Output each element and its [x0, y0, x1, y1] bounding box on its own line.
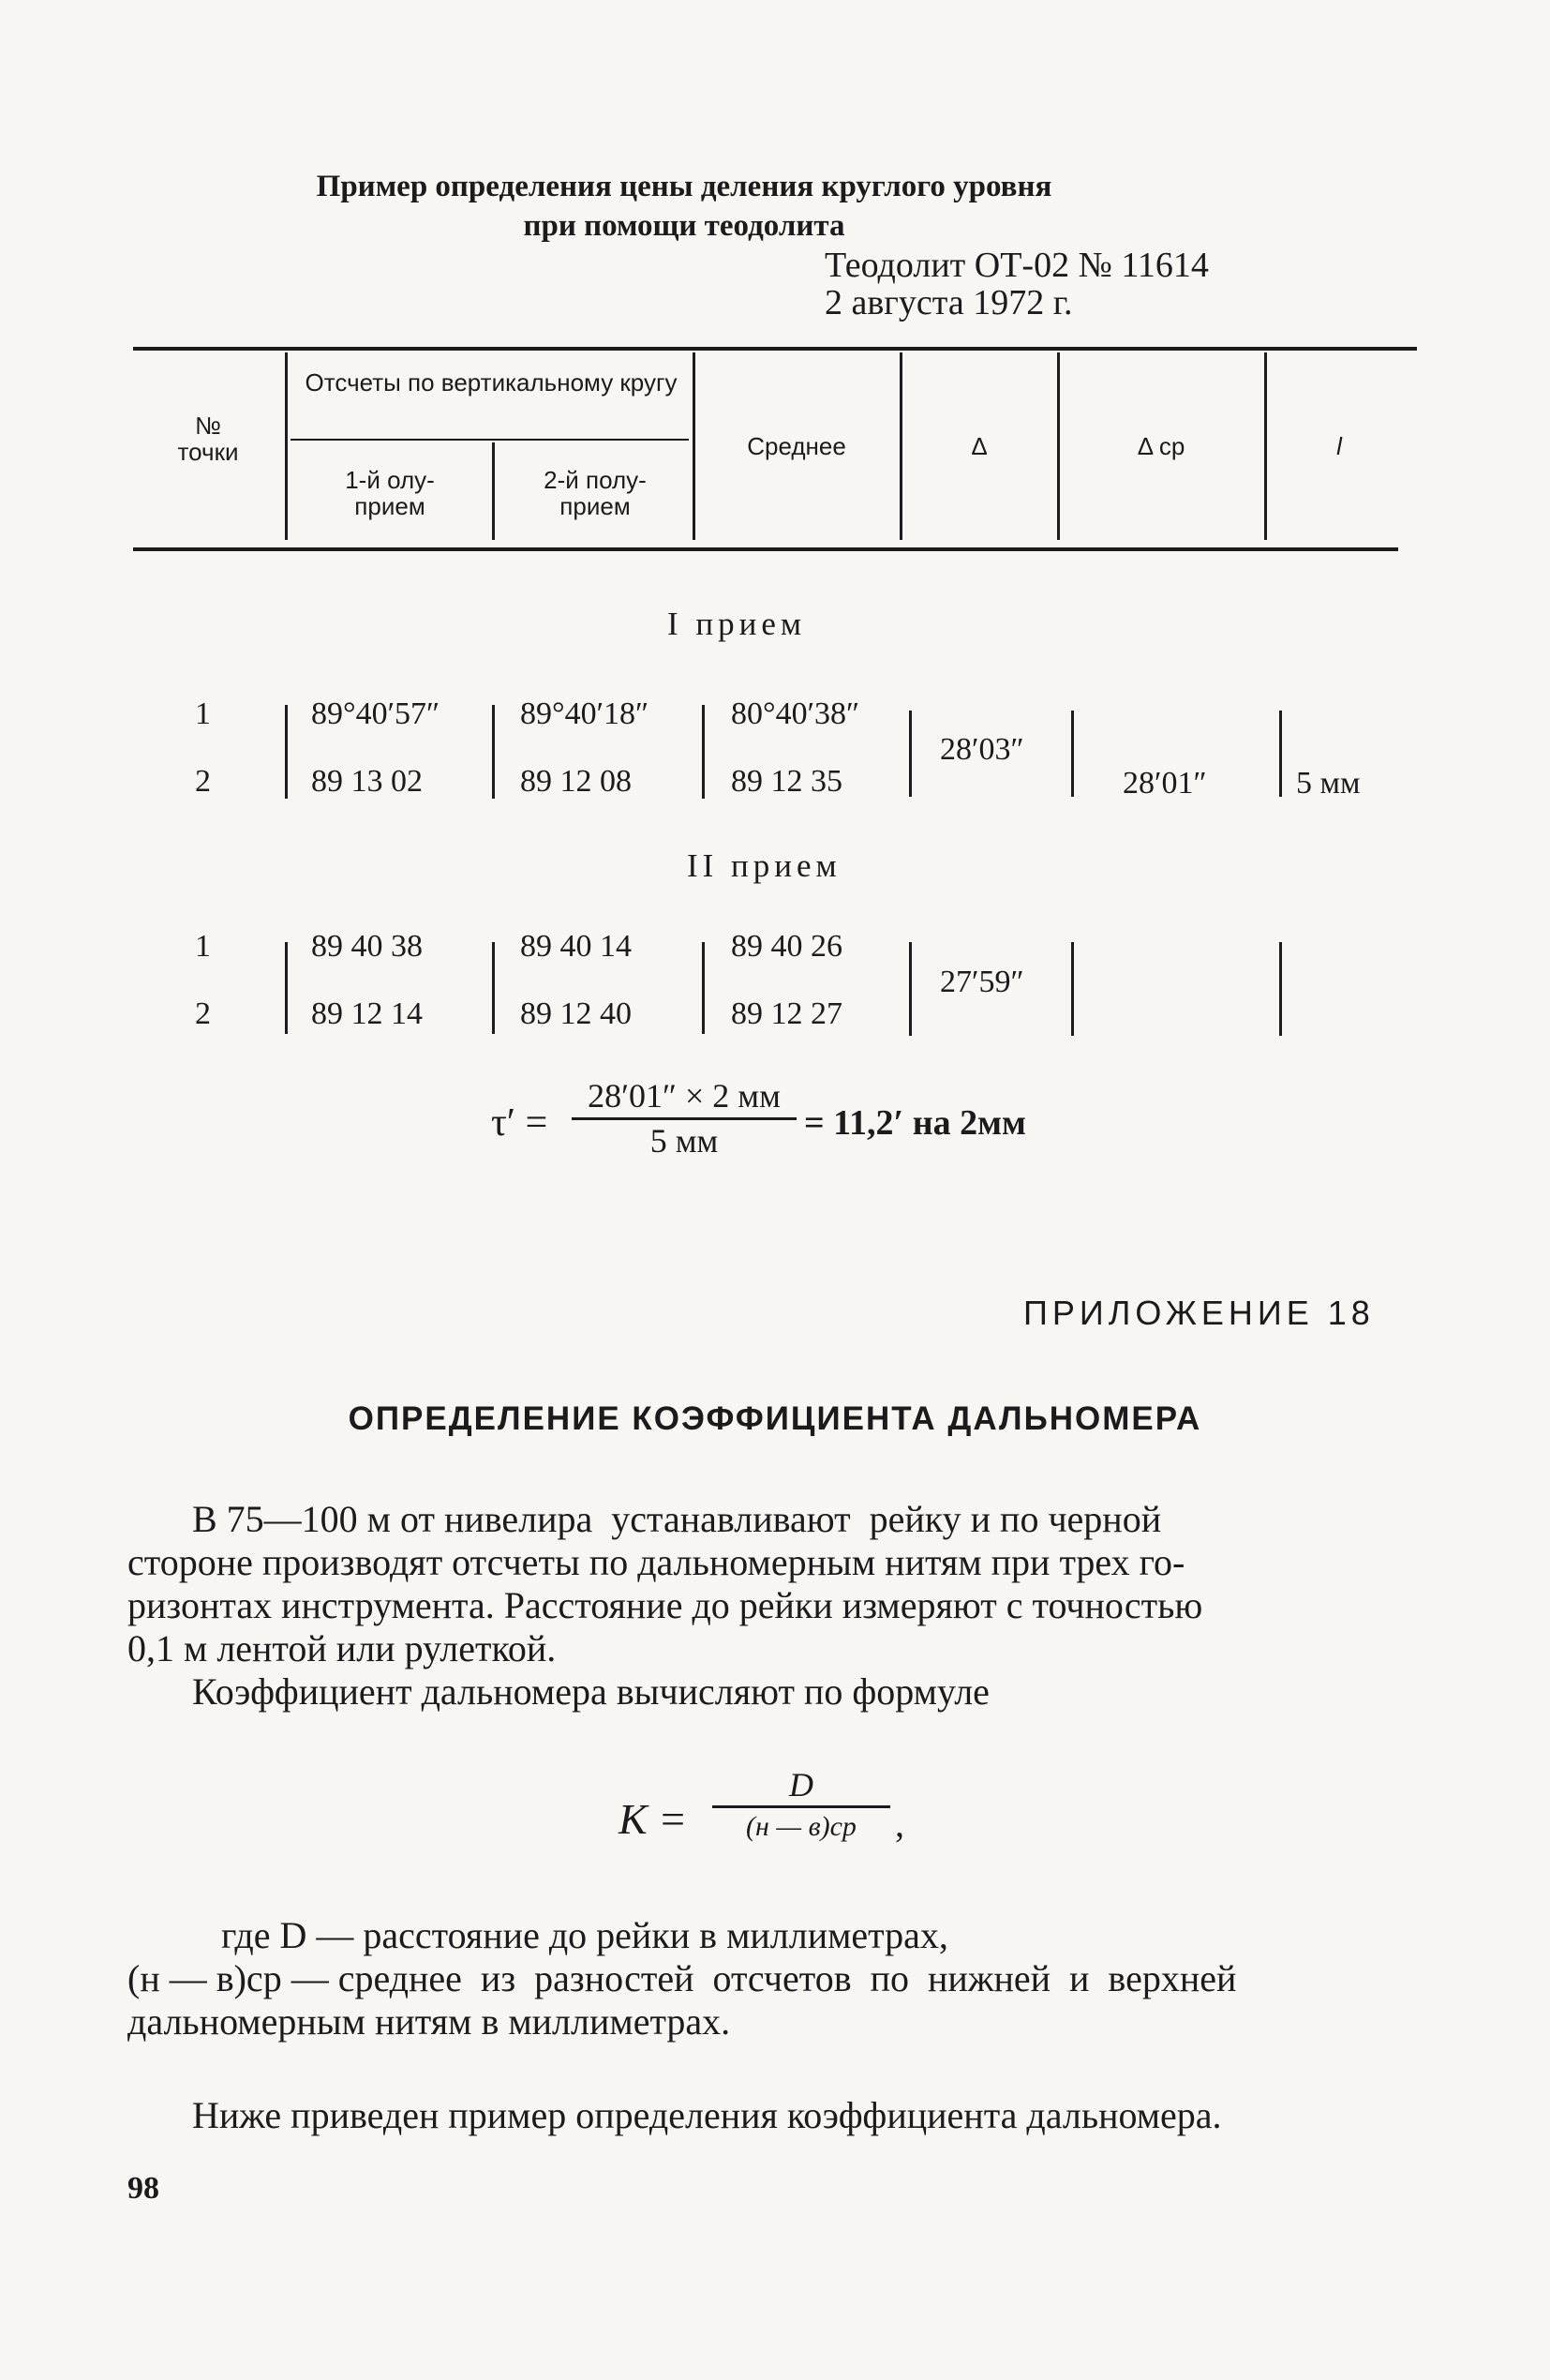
table-divider: [492, 705, 495, 799]
fraction-bar: [572, 1117, 797, 1120]
where-line: дальномерным нитям в миллиметрах.: [127, 2000, 731, 2043]
header-divider: [900, 352, 902, 540]
table-caption: [131, 167, 1237, 246]
header-mean: Среднее: [747, 432, 846, 460]
k-numerator: D: [789, 1766, 813, 1804]
table-cell: 2: [195, 764, 211, 799]
header-half2: 2-й полу- прием: [544, 466, 647, 520]
table-cell: 89 40 14: [520, 929, 632, 964]
instrument-name: Теодолит ОТ-02 № 11614: [825, 246, 1209, 285]
instrument-date: 2 августа 1972 г.: [825, 283, 1073, 322]
table-cell: 89°40′18″: [520, 696, 649, 731]
tau-fraction: [572, 1076, 797, 1160]
paragraph-line: 0,1 м лентой или рулеткой.: [127, 1627, 557, 1669]
tau-result: = 11,2′ на 2мм: [804, 1103, 1026, 1143]
where-line: где D — расстояние до рейки в миллиметрах,: [221, 1914, 948, 1956]
paragraph-line: стороне производят отсчеты по дальномерным нитям при трех го-: [127, 1541, 1185, 1583]
table-header-bottom-rule: [133, 547, 1398, 551]
table-divider: [492, 942, 495, 1034]
table-cell: 89 13 02: [311, 764, 423, 799]
table-cell: 89°40′57″: [311, 696, 440, 731]
paragraph-line: ризонтах инструмента. Расстояние до рейки измеряют с точностью: [127, 1584, 1203, 1626]
table-cell: 80°40′38″: [731, 696, 860, 731]
table-cell: 1: [195, 929, 211, 964]
paragraph: Коэффициент дальномера вычисляют по формуле: [192, 1670, 990, 1713]
table-cell: 89 12 08: [520, 764, 632, 799]
k-tail: ,: [895, 1803, 904, 1845]
header-divider: [1057, 352, 1060, 540]
header-divider: [285, 352, 288, 540]
paragraph: Ниже приведен пример определения коэффициента дальномера.: [192, 2094, 1222, 2136]
k-lhs: K =: [619, 1795, 688, 1843]
table-divider: [285, 705, 288, 799]
header-point: № точки: [177, 412, 239, 466]
table-divider: [285, 942, 288, 1034]
fraction-bar: [712, 1805, 890, 1808]
table-cell: 89 40 26: [731, 929, 842, 964]
table-cell: 28′01″: [1123, 766, 1207, 801]
header-delta: Δ: [971, 432, 988, 460]
header-l: l: [1336, 432, 1342, 460]
table-divider: [702, 705, 705, 799]
header-readings: Отсчеты по вертикальному кругу: [305, 368, 678, 397]
table-cell: 28′03″: [940, 732, 1024, 767]
header-divider: [1264, 352, 1267, 540]
header-sub-rule: [291, 439, 689, 441]
table-divider: [702, 942, 705, 1034]
table-cell: 89 12 27: [731, 996, 842, 1031]
tau-lhs: τ′ =: [491, 1101, 548, 1145]
table-cell: 89 12 14: [311, 996, 423, 1031]
table-cell: 89 40 38: [311, 929, 423, 964]
header-delta-avg: Δ ср: [1137, 432, 1185, 460]
header-divider: [693, 352, 695, 540]
table-cell: 27′59″: [940, 965, 1024, 999]
table-cell: 1: [195, 696, 211, 731]
tau-numerator: 28′01″ × 2 мм: [588, 1077, 781, 1115]
k-denominator: (н — в)ср: [746, 1811, 857, 1842]
table-divider: [909, 942, 912, 1036]
section-label-2: II прием: [687, 847, 842, 884]
header-divider: [492, 442, 495, 540]
section-label-1: I прием: [667, 606, 807, 642]
header-half1: 1-й олу- прием: [345, 466, 435, 520]
table-divider: [909, 711, 912, 797]
caption-line-1: Пример определения цены деления круглого уровня: [316, 170, 1052, 203]
page-number: 98: [127, 2171, 159, 2206]
table-cell: 2: [195, 996, 211, 1031]
table-divider: [1279, 942, 1282, 1036]
where-line: (н — в)ср — среднее из разностей отсчетов по нижней и верхней: [127, 1957, 1237, 1999]
appendix-label: ПРИЛОЖЕНИЕ 18: [1023, 1294, 1375, 1332]
appendix-title: ОПРЕДЕЛЕНИЕ КОЭФФИЦИЕНТА ДАЛЬНОМЕРА: [348, 1400, 1202, 1437]
k-fraction: [712, 1766, 890, 1844]
table-cell: 5 мм: [1296, 766, 1361, 801]
paragraph-line: В 75—100 м от нивелира устанавливают рейку и по черной: [192, 1498, 1162, 1540]
tau-denominator: 5 мм: [649, 1122, 719, 1160]
table-top-rule: [133, 347, 1417, 351]
table-divider: [1071, 711, 1074, 797]
table-divider: [1279, 711, 1282, 797]
table-cell: 89 12 35: [731, 764, 842, 799]
caption-line-2: при помощи теодолита: [523, 209, 845, 243]
table-cell: 89 12 40: [520, 996, 632, 1031]
table-divider: [1071, 942, 1074, 1036]
